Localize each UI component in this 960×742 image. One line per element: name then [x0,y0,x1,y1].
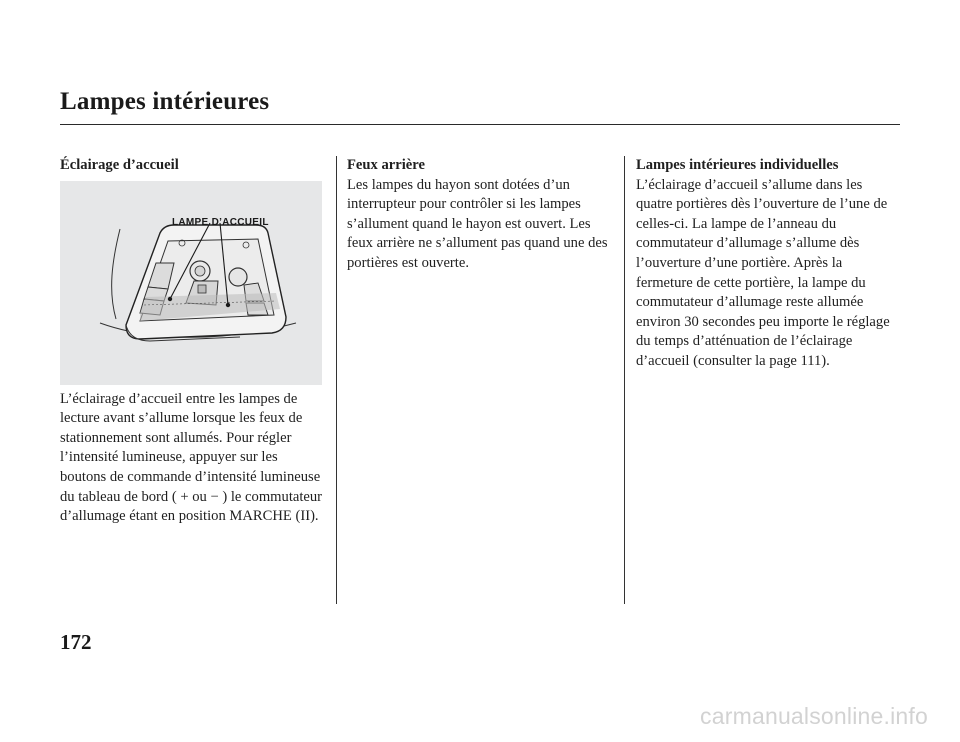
headliner-curve-left [112,229,120,319]
section-heading-courtesy-light: Éclairage d’accueil [60,157,179,173]
watermark: carmanualsonline.info [700,703,928,729]
column-divider-1 [336,156,337,604]
right-reading-lamp [229,268,247,286]
page-title: Lampes intérieures [60,88,270,115]
column-divider-2 [624,156,625,604]
column-tail-lights [347,156,609,274]
overhead-console-illustration [60,181,322,385]
column-courtesy-light [60,156,324,527]
column-individual-lamps [636,156,900,372]
courtesy-light-body: L’éclairage d’accueil entre les lampes de lecture avant s’allume lorsque les feux de stationnement sont allumés. Pour régler l’intensité lumineuse, appuyer sur les boutons de commande d’intensité lumineuse du tableau de bord ( + ou − ) le commutateur d’allumage étant en position MARCHE (II). [60,390,323,525]
overhead-console-drawing [60,181,322,385]
individual-lamps-body: L’éclairage d’accueil s’allume dans les quatre portières dès l’ouverture de l’une de celles-ci. La lampe de l’anneau du commutateur d’allumage s’allume dès l’ouverture d’une portière. Après la fermeture de cette portière, la lampe du commutateur d’allumage reste allumée environ 30 secondes peu importe le réglage du temps d’atténuation de l’éclairage d’accueil (consulter la page 111). [636,176,890,369]
title-rule [60,124,900,125]
section-heading-individual-lamps: Lampes intérieures individuelles [636,157,839,173]
page-number: 172 [60,630,92,654]
figure-label-courtesy-lamp: LAMPE D’ACCUEIL [172,216,269,228]
tail-lights-body: Les lampes du hayon sont dotées d’un interrupteur pour contrôler si les lampes s’allument quand le hayon est ouvert. Les feux arrière ne s’allument pas quand une des portières est ouverte. [347,176,608,271]
section-heading-tail-lights: Feux arrière [347,157,425,173]
